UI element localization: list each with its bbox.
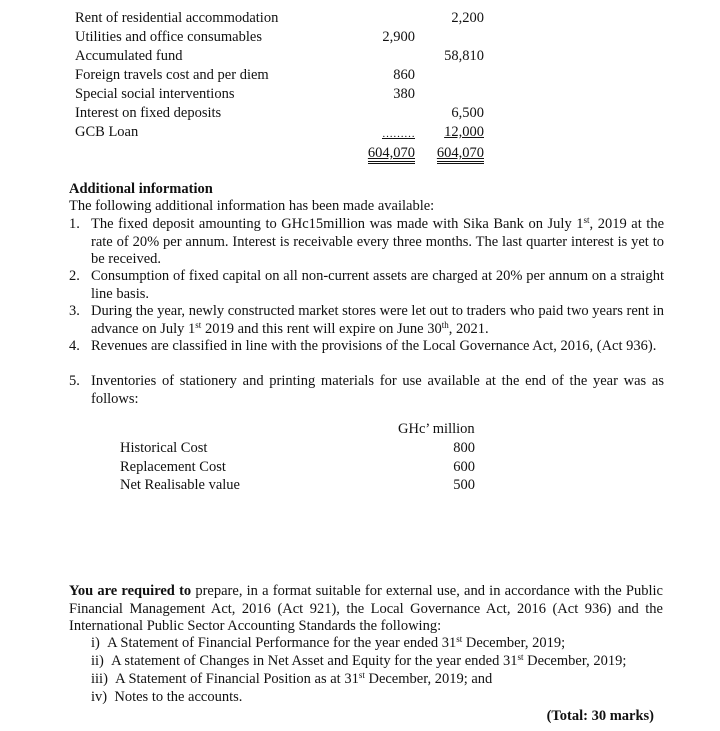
inventory-label: Historical Cost [120,440,208,456]
inventory-row [120,440,480,458]
ledger-row [75,29,495,48]
ledger-row [75,124,495,143]
total-marks: (Total: 30 marks) [546,708,654,724]
item-number: 3. [69,303,80,319]
ledger-credit: 58,810 [444,48,484,64]
inventory-row [120,459,480,477]
ledger-row [75,48,495,67]
ledger-label: Utilities and office consumables [75,29,262,45]
ledger-total-debit: 604,070 [368,145,415,164]
ledger-label: Accumulated fund [75,48,183,64]
task-item: iii) A Statement of Financial Position as at 31st December, 2019; and [91,670,493,687]
additional-item: Inventories of stationery and printing materials for use available at the end of the year was as follows: [91,373,664,407]
ledger-credit: 2,200 [451,10,484,26]
additional-item: During the year, newly constructed market stores were let out to traders who paid two years rent in advance on July 1st 2019 and this rent will expire on June 30th, 2021. [91,303,664,337]
ledger-debit: 380 [393,86,415,102]
ledger-label: Foreign travels cost and per diem [75,67,269,83]
inventory-value: 500 [453,477,475,493]
ledger-debit: ……… [382,128,415,140]
ledger-total-credit: 604,070 [437,145,484,164]
inventory-label: Replacement Cost [120,459,226,475]
ledger-label: Interest on fixed deposits [75,105,222,121]
ledger-row [75,67,495,86]
ledger-label: GCB Loan [75,124,139,140]
task-item: i) A Statement of Financial Performance for the year ended 31st December, 2019; [91,634,566,651]
item-number: 1. [69,216,80,232]
task-item: iv) Notes to the accounts. [91,689,243,705]
additional-heading: Additional information [69,181,213,197]
ledger-row [75,105,495,124]
requirements-paragraph: You are required to prepare, in a format suitable for external use, and in accordance with the Public Financial Management Act, 2016 (Act 921), the Local Governance Act, 2016 (Act 936) and the International Public Sector Accounting Standards the following: [69,583,663,634]
inventory-row [120,477,480,495]
additional-item: Revenues are classified in line with the provisions of the Local Governance Act, 2016, (Act 936). [91,338,657,354]
inventory-value: 600 [453,459,475,475]
ledger-label: Special social interventions [75,86,235,102]
ledger-debit: 2,900 [382,29,415,45]
item-number: 5. [69,373,80,389]
inventory-value: 800 [453,440,475,456]
ledger-debit: 860 [393,67,415,83]
ledger-credit: 12,000 [444,124,484,140]
additional-intro: The following additional information has been made available: [69,198,435,214]
additional-item: The fixed deposit amounting to GHc15million was made with Sika Bank on July 1st, 2019 at the rate of 20% per annum. Interest is receivable every three months. The last quarter interest is yet to be received. [91,215,665,267]
ledger-row [75,86,495,105]
ledger-row [75,10,495,29]
inventory-unit-header: GHc’ million [398,421,475,437]
additional-item: Consumption of fixed capital on all non-current assets are charged at 20% per annum on a straight line basis. [91,268,664,302]
item-number: 2. [69,268,80,284]
inventory-label: Net Realisable value [120,477,240,493]
ledger-credit: 6,500 [451,105,484,121]
ledger-total-row [75,145,495,164]
ledger-label: Rent of residential accommodation [75,10,279,26]
task-item: ii) A statement of Changes in Net Asset and Equity for the year ended 31st December, 2019; [91,652,627,669]
item-number: 4. [69,338,80,354]
